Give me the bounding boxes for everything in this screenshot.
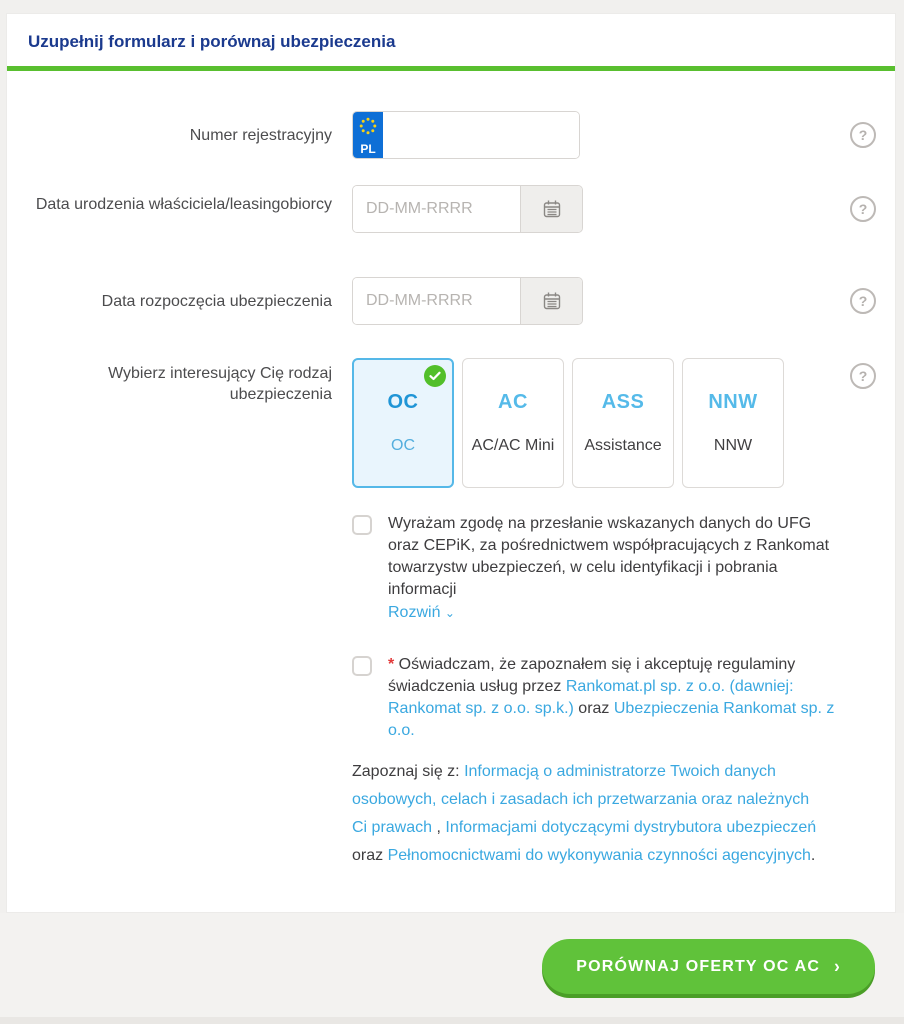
- ubezpieczenia-rankomat-link[interactable]: Ubezpieczenia Rankomat sp. z o.o.: [388, 700, 835, 739]
- birth-date-row: [7, 185, 895, 233]
- registration-input[interactable]: [383, 112, 579, 158]
- consent-terms-conjunction: oraz: [573, 700, 614, 717]
- registration-row: [7, 111, 895, 159]
- insurance-option-ac[interactable]: [462, 358, 564, 488]
- insurance-option-oc[interactable]: [352, 358, 454, 488]
- consent-terms-checkbox[interactable]: [352, 656, 372, 676]
- eu-plate-strip: [353, 112, 383, 158]
- insurance-type-label: Wybierz interesujący Cię rodzaj ubezpieczenia: [108, 365, 332, 403]
- eu-stars-icon: [358, 116, 378, 136]
- insurance-option-label: OC: [391, 436, 415, 454]
- start-date-row: [7, 277, 895, 325]
- expand-link[interactable]: [388, 602, 455, 624]
- start-date-group: [352, 277, 583, 325]
- insurance-option-code: ASS: [601, 390, 645, 413]
- plate-country-code: PL: [360, 142, 376, 156]
- consent-terms-text: [388, 654, 839, 742]
- legal-separator: ,: [432, 819, 446, 836]
- consent-ufg-row: [352, 513, 839, 624]
- consent-terms-body: Oświadczam, że zapoznałem się i akceptuję regulaminy świadczenia usług przez: [388, 656, 796, 695]
- form-footer: [0, 913, 904, 1017]
- card-header: [7, 14, 895, 66]
- insurance-option-label: Assistance: [584, 436, 662, 454]
- insurance-type-row: [7, 358, 895, 488]
- start-date-calendar-button[interactable]: [520, 278, 582, 324]
- agency-powers-link[interactable]: Pełnomocnictwami do wykonywania czynności agencyjnych: [387, 847, 811, 864]
- birth-date-help-icon[interactable]: ?: [850, 196, 876, 222]
- insurance-option-ass[interactable]: [572, 358, 674, 488]
- registration-help-icon[interactable]: ?: [850, 122, 876, 148]
- rankomat-pl-link[interactable]: Rankomat.pl sp. z o.o. (dawniej: Rankomat sp. z o.o. sp.k.): [388, 678, 794, 717]
- registration-plate-group: [352, 111, 580, 159]
- registration-label: Numer rejestracyjny: [189, 127, 332, 144]
- consent-ufg-body: Wyrażam zgodę na przesłanie wskazanych danych do UFG oraz CEPiK, za pośrednictwem współpracujących z Rankomat towarzystw ubezpieczeń, w celu identyfikacji i pobrania informacji: [388, 515, 830, 598]
- consent-ufg-checkbox[interactable]: [352, 515, 372, 535]
- form-card: [6, 13, 896, 913]
- insurance-type-cards: [352, 358, 823, 488]
- birth-date-input[interactable]: [353, 186, 520, 232]
- start-date-label: Data rozpoczęcia ubezpieczenia: [101, 293, 332, 310]
- page-bottom-strip: [0, 1017, 904, 1024]
- compare-offers-label: PORÓWNAJ OFERTY OC AC: [576, 957, 821, 975]
- page-title: Uzupełnij formularz i porównaj ubezpieczenia: [28, 32, 396, 51]
- data-administrator-link[interactable]: Informacją o administratorze Twoich danych osobowych, celach i zasadach ich przetwarzania oraz należnych Ci prawach: [352, 763, 810, 836]
- expand-label: Rozwiń: [388, 604, 441, 621]
- legal-intro: Zapoznaj się z:: [352, 763, 465, 780]
- insurance-option-code: AC: [498, 390, 528, 413]
- distributor-info-link[interactable]: Informacjami dotyczącymi dystrybutora ubezpieczeń: [445, 819, 817, 836]
- accent-divider: [7, 66, 895, 71]
- birth-date-label: Data urodzenia właściciela/leasingobiorcy: [35, 196, 332, 213]
- legal-conjunction: oraz: [352, 847, 388, 864]
- birth-date-calendar-button[interactable]: [520, 186, 582, 232]
- insurance-option-code: OC: [387, 390, 419, 413]
- calendar-icon: [542, 199, 562, 219]
- chevron-right-icon: ›: [834, 955, 841, 977]
- legal-period: .: [810, 847, 816, 864]
- start-date-help-icon[interactable]: ?: [850, 288, 876, 314]
- insurance-option-label: NNW: [713, 436, 753, 454]
- consent-ufg-text: [388, 513, 839, 624]
- calendar-icon: [542, 291, 562, 311]
- insurance-option-nnw[interactable]: [682, 358, 784, 488]
- legal-paragraph: [352, 758, 820, 870]
- consent-terms-row: [352, 654, 839, 742]
- insurance-option-label: AC/AC Mini: [471, 436, 555, 454]
- required-asterisk: *: [388, 656, 395, 673]
- birth-date-group: [352, 185, 583, 233]
- start-date-input[interactable]: [353, 278, 520, 324]
- chevron-down-icon: ⌄: [444, 606, 455, 620]
- insurance-option-code: NNW: [708, 390, 758, 413]
- insurance-type-help-icon[interactable]: ?: [850, 363, 876, 389]
- compare-offers-button[interactable]: [542, 939, 875, 994]
- selected-check-icon: [424, 365, 446, 387]
